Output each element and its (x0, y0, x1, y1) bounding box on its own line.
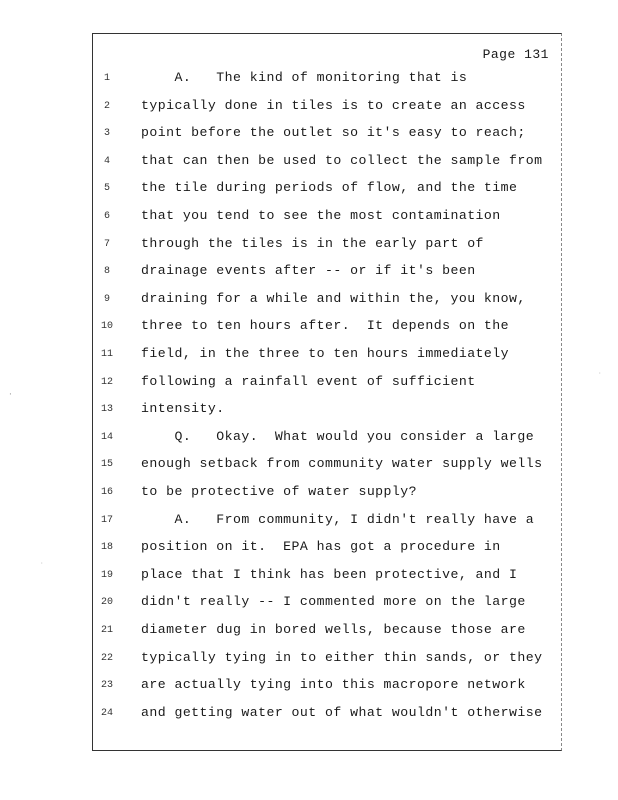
transcript-line (93, 567, 563, 594)
line-number: 6 (103, 211, 110, 222)
transcript-line (93, 512, 563, 539)
transcript-line (93, 650, 563, 677)
line-number: 18 (100, 542, 113, 554)
line-number: 22 (100, 652, 113, 664)
transcript-line (93, 208, 563, 235)
page-number: Page 131 (482, 47, 549, 62)
line-number: 14 (100, 431, 113, 443)
transcript-line (93, 401, 563, 428)
transcript-line (93, 291, 563, 318)
line-number: 21 (100, 625, 113, 636)
line-text: following a rainfall event of sufficient (141, 373, 476, 389)
line-text: and getting water out of what wouldn't otherwise (141, 704, 543, 720)
line-text: typically tying in to either thin sands, or they (141, 649, 543, 665)
transcript-line (93, 456, 563, 483)
line-text: typically done in tiles is to create an access (141, 97, 526, 113)
line-number: 20 (100, 597, 113, 609)
line-text: intensity. (141, 401, 225, 417)
line-number: 23 (100, 680, 113, 692)
line-number: 13 (100, 404, 113, 416)
line-number: 16 (100, 487, 113, 498)
line-number: 2 (103, 100, 110, 112)
line-number: 17 (100, 514, 113, 526)
line-text: didn't really -- I commented more on the large (141, 594, 526, 610)
transcript-line (93, 98, 563, 125)
line-number: 12 (100, 376, 113, 388)
transcript-line (93, 677, 563, 704)
transcript-line (93, 180, 563, 207)
line-text: that you tend to see the most contamination (141, 208, 501, 223)
transcript-line (93, 374, 563, 401)
transcript-line (93, 622, 563, 649)
line-text: position on it. EPA has got a procedure in (141, 539, 501, 555)
line-number: 15 (100, 459, 113, 471)
line-text: enough setback from community water supply wells (141, 456, 543, 472)
scan-artifact-dot: · (40, 560, 44, 567)
scan-artifact-mark: · (8, 390, 13, 399)
transcript-line (93, 429, 563, 456)
transcript-line (93, 263, 563, 290)
line-number: 5 (103, 183, 110, 195)
transcript-line (93, 346, 563, 373)
transcript-line (93, 705, 563, 732)
line-text: through the tiles is in the early part of (141, 235, 484, 251)
scan-artifact-dot: · (598, 370, 602, 377)
line-number: 9 (103, 293, 110, 305)
line-text: point before the outlet so it's easy to reach; (141, 125, 526, 141)
transcript-line (93, 153, 563, 180)
transcript-line (93, 236, 563, 263)
transcript-line (93, 70, 563, 97)
line-text: place that I think has been protective, and I (141, 566, 518, 582)
line-number: 1 (103, 73, 110, 84)
line-number: 3 (103, 128, 110, 140)
line-text: that can then be used to collect the sample from (141, 152, 543, 168)
transcript-line (93, 539, 563, 566)
transcript-line (93, 125, 563, 152)
line-text: are actually tying into this macropore network (141, 677, 526, 693)
line-number: 4 (103, 155, 110, 167)
line-number: 8 (103, 266, 110, 278)
line-text: Q. Okay. What would you consider a large (141, 428, 535, 444)
line-text: the tile during periods of flow, and the time (141, 180, 518, 196)
line-number: 11 (100, 349, 113, 360)
line-number: 24 (100, 707, 113, 719)
line-text: diameter dug in bored wells, because those are (141, 622, 526, 637)
line-text: A. The kind of monitoring that is (141, 70, 468, 85)
transcript-line (93, 318, 563, 345)
line-text: A. From community, I didn't really have a (141, 511, 535, 527)
line-text: drainage events after -- or if it's been (141, 263, 476, 279)
line-text: three to ten hours after. It depends on the (141, 318, 510, 334)
line-text: draining for a while and within the, you know, (141, 290, 526, 306)
transcript-line (93, 594, 563, 621)
transcript-page (92, 33, 562, 751)
line-number: 7 (103, 238, 110, 250)
line-text: field, in the three to ten hours immediately (141, 346, 510, 361)
line-number: 10 (100, 321, 113, 333)
line-text: to be protective of water supply? (141, 484, 418, 499)
transcript-line (93, 484, 563, 511)
line-number: 19 (100, 569, 113, 581)
